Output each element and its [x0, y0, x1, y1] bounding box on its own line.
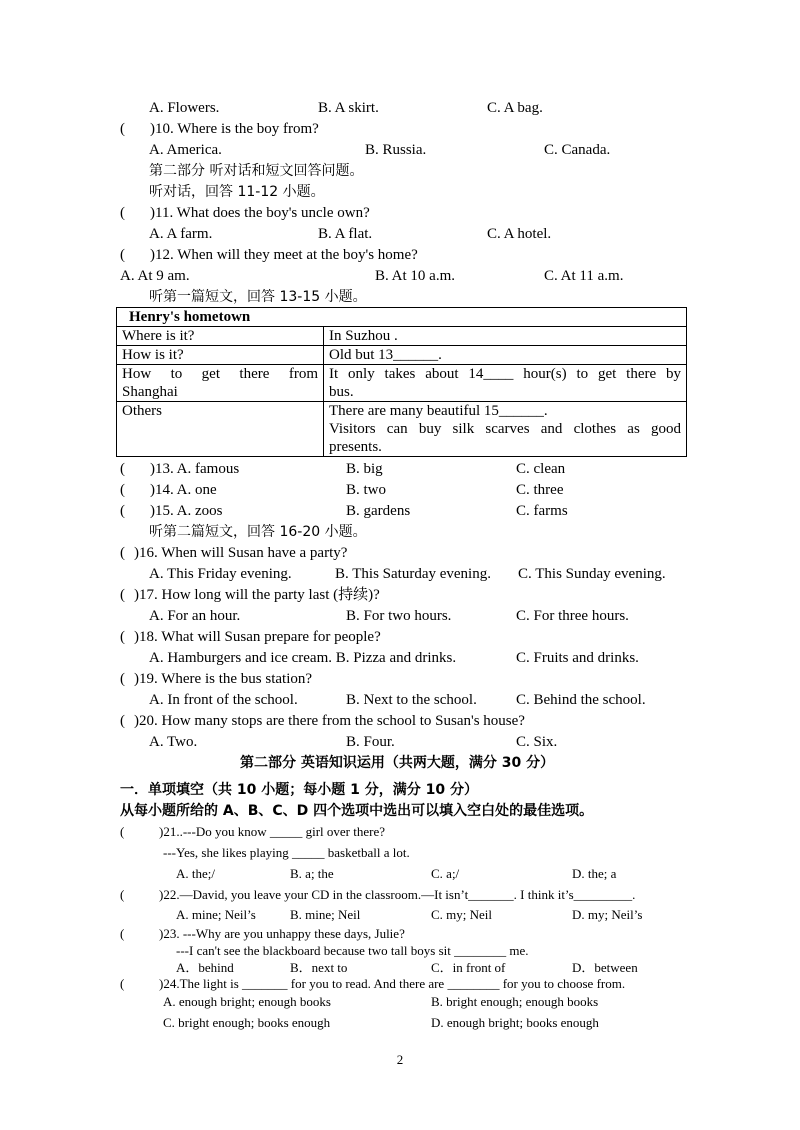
table-row: [117, 402, 687, 457]
q15-option-b: B. gardens: [346, 503, 411, 519]
q9-option-b: B. A skirt.: [318, 100, 379, 116]
table-cell-label-line: Shanghai: [122, 384, 178, 400]
q24-option-a: A. enough bright; enough books: [163, 994, 331, 1009]
q23-option-b: B．next to: [290, 960, 348, 975]
passage2-heading-row: [0, 522, 800, 542]
table-cell-value-line: There are many beautiful 15______.: [329, 403, 548, 419]
dialogue-heading-row: [0, 182, 800, 202]
q12-stem: )12. When will they meet at the boy's home?: [150, 247, 418, 263]
q24-stem: )24.The light is _______ for you to read. And there are ________ for you to choose from.: [159, 976, 626, 991]
q23-stem: )23. ---Why are you unhappy these days, Julie?: [159, 926, 405, 941]
q15-stem: )15. A. zoos: [150, 503, 223, 519]
q24-paren: (: [120, 976, 125, 991]
part2-heading: 第二部分 听对话和短文回答问题。: [149, 163, 364, 179]
table-cell-label: Where is it?: [117, 327, 324, 346]
hometown-table: [116, 307, 687, 457]
q17-option-c: C. For three hours.: [516, 608, 629, 624]
q17-options-row: [0, 606, 800, 626]
q18-stem: )18. What will Susan prepare for people?: [134, 629, 381, 645]
q15-row: [0, 501, 800, 521]
q12-paren: (: [120, 247, 125, 263]
q21-line2-row: [0, 843, 800, 863]
q12-option-a: A. At 9 am.: [120, 268, 190, 284]
section1-instruction-row: [0, 801, 800, 821]
q11-stem-row: [0, 203, 800, 223]
table-row: [117, 327, 687, 346]
q17-stem: )17. How long will the party last (持续)?: [134, 587, 380, 603]
q13-row: [0, 459, 800, 479]
q19-stem: )19. Where is the bus station?: [134, 671, 313, 687]
q24-options-row-1: [0, 992, 800, 1012]
passage1-heading-row: [0, 287, 800, 307]
q12-option-c: C. At 11 a.m.: [544, 268, 624, 284]
q16-option-a: A. This Friday evening.: [149, 566, 292, 582]
q18-options-row: [0, 648, 800, 668]
q21-option-d: D. the; a: [572, 866, 617, 881]
section1-title-row: [0, 780, 800, 800]
table-cell-value: [324, 402, 687, 457]
table-cell-value-line: bus.: [329, 384, 354, 400]
q14-option-b: B. two: [346, 482, 387, 498]
q12-options-row: [0, 266, 800, 286]
dialogue-heading: 听对话，回答 11-12 小题。: [149, 184, 325, 200]
passage2-heading: 听第二篇短文，回答 16-20 小题。: [149, 524, 367, 540]
q23-option-c: C．in front of: [431, 960, 506, 975]
q11-options-row: [0, 224, 800, 244]
q16-option-b: B. This Saturday evening.: [335, 566, 491, 582]
q13-option-c: C. clean: [516, 461, 566, 477]
q12-stem-row: [0, 245, 800, 265]
q19-option-c: C. Behind the school.: [516, 692, 646, 708]
q22-option-d: D. my; Neil’s: [572, 907, 643, 922]
q21-options-row: [0, 864, 800, 884]
q16-paren: (: [120, 545, 125, 561]
q14-paren: (: [120, 482, 125, 498]
q20-option-b: B. Four.: [346, 734, 395, 750]
q23-paren: (: [120, 926, 125, 941]
q16-option-c: C. This Sunday evening.: [518, 566, 666, 582]
table-cell-label: [117, 365, 324, 402]
table-cell-label-line: How to get there from: [122, 366, 318, 382]
part-title: 第二部分 英语知识运用（共两大题，满分 30 分）: [240, 755, 555, 771]
q24-option-c: C. bright enough; books enough: [163, 1015, 331, 1030]
table-title-row: [117, 308, 687, 327]
table-row: [117, 346, 687, 365]
q10-options-row: [0, 140, 800, 160]
q19-options-row: [0, 690, 800, 710]
q24-options-row-2: [0, 1013, 800, 1033]
q20-stem: )20. How many stops are there from the school to Susan's house?: [134, 713, 525, 729]
q22-option-a: A. mine; Neil’s: [176, 907, 256, 922]
q12-option-b: B. At 10 a.m.: [375, 268, 456, 284]
q18-option-ab: A. Hamburgers and ice cream. B. Pizza and drinks.: [149, 650, 457, 666]
q16-stem: )16. When will Susan have a party?: [134, 545, 348, 561]
q10-stem: )10. Where is the boy from?: [150, 121, 319, 137]
q19-stem-row: [0, 669, 800, 689]
q22-option-c: C. my; Neil: [431, 907, 493, 922]
q9-option-c: C. A bag.: [487, 100, 543, 116]
q17-paren: (: [120, 587, 125, 603]
q24-stem-row: [0, 974, 800, 994]
section1-title: 一．单项填空（共 10 小题；每小题 1 分，满分 10 分）: [120, 782, 478, 798]
q20-option-c: C. Six.: [516, 734, 558, 750]
table-cell-value-line: Visitors can buy silk scarves and clothes as good: [329, 421, 681, 437]
q11-option-b: B. A flat.: [318, 226, 373, 242]
q20-options-row: [0, 732, 800, 752]
q22-options-row: [0, 905, 800, 925]
q10-option-c: C. Canada.: [544, 142, 611, 158]
q21-option-b: B. a; the: [290, 866, 334, 881]
q23-option-a: A．behind: [176, 960, 234, 975]
q23-option-d: D．between: [572, 960, 638, 975]
section1-instruction: 从每小题所给的 A、B、C、D 四个选项中选出可以填入空白处的最佳选项。: [120, 803, 594, 819]
q20-paren: (: [120, 713, 125, 729]
q14-row: [0, 480, 800, 500]
page-number: 2: [396, 1052, 404, 1067]
q21-stem: )21..---Do you know _____ girl over there?: [159, 824, 385, 839]
q19-option-b: B. Next to the school.: [346, 692, 477, 708]
q18-stem-row: [0, 627, 800, 647]
q10-option-b: B. Russia.: [365, 142, 427, 158]
q22-stem-row: [0, 885, 800, 905]
q24-option-d: D. enough bright; books enough: [431, 1015, 599, 1030]
q21-line2: ---Yes, she likes playing _____ basketball a lot.: [163, 845, 410, 860]
q17-stem-row: [0, 585, 800, 605]
q21-option-a: A. the;/: [176, 866, 215, 881]
q18-paren: (: [120, 629, 125, 645]
q19-option-a: A. In front of the school.: [149, 692, 298, 708]
table-row: [117, 365, 687, 402]
q9-options-row: [0, 98, 800, 118]
q14-stem: )14. A. one: [150, 482, 217, 498]
table-cell-value: In Suzhou .: [324, 327, 687, 346]
table-cell-value-line: It only takes about 14____ hour(s) to get there by: [329, 366, 681, 382]
table-cell-value-line: presents.: [329, 439, 382, 455]
q22-option-b: B. mine; Neil: [290, 907, 361, 922]
q11-paren: (: [120, 205, 125, 221]
q18-option-c: C. Fruits and drinks.: [516, 650, 639, 666]
q20-stem-row: [0, 711, 800, 731]
q10-option-a: A. America.: [149, 142, 222, 158]
table-cell-label: How is it?: [117, 346, 324, 365]
q11-option-a: A. A farm.: [149, 226, 213, 242]
q23-line2: ---I can't see the blackboard because two tall boys sit ________ me.: [176, 943, 529, 958]
table-cell-value: Old but 13______.: [324, 346, 687, 365]
q11-stem: )11. What does the boy's uncle own?: [150, 205, 370, 221]
q9-option-a: A. Flowers.: [149, 100, 220, 116]
part-title-row: [0, 753, 800, 773]
q22-paren: (: [120, 887, 125, 902]
q10-stem-row: [0, 119, 800, 139]
q16-stem-row: [0, 543, 800, 563]
q17-option-b: B. For two hours.: [346, 608, 452, 624]
q24-option-b: B. bright enough; enough books: [431, 994, 599, 1009]
table-cell-value: [324, 365, 687, 402]
q13-option-b: B. big: [346, 461, 383, 477]
q14-option-c: C. three: [516, 482, 564, 498]
q21-paren: (: [120, 824, 125, 839]
q15-option-c: C. farms: [516, 503, 568, 519]
part2-heading-row: [0, 161, 800, 181]
q10-paren: (: [120, 121, 125, 137]
q21-option-c: C. a;/: [431, 866, 460, 881]
table-title: Henry's hometown: [117, 308, 687, 327]
q13-stem: )13. A. famous: [150, 461, 240, 477]
q17-option-a: A. For an hour.: [149, 608, 241, 624]
q19-paren: (: [120, 671, 125, 687]
q11-option-c: C. A hotel.: [487, 226, 552, 242]
q20-option-a: A. Two.: [149, 734, 198, 750]
q13-paren: (: [120, 461, 125, 477]
passage1-heading: 听第一篇短文，回答 13-15 小题。: [149, 289, 367, 305]
q15-paren: (: [120, 503, 125, 519]
q21-stem-row: [0, 822, 800, 842]
table-cell-label: Others: [117, 402, 324, 457]
q16-options-row: [0, 564, 800, 584]
q22-stem: )22.—David, you leave your CD in the classroom.—It isn’t_______. I think it’s_________.: [159, 887, 636, 902]
